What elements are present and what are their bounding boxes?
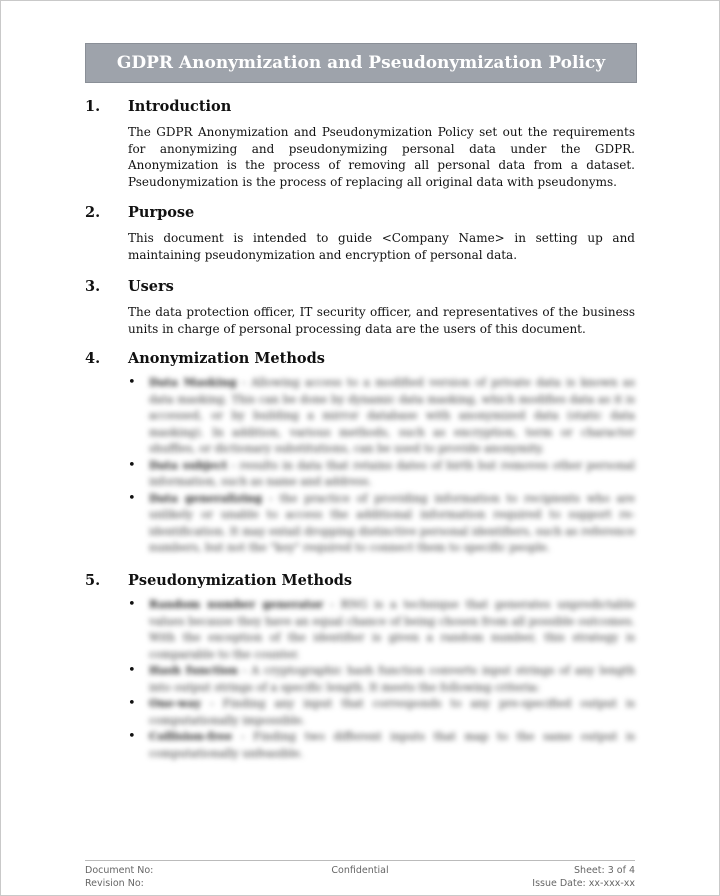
section-number: 5.	[85, 572, 101, 589]
section-number: 1.	[85, 98, 101, 115]
document-title	[85, 43, 637, 83]
bullet-icon: •	[128, 457, 136, 473]
section-number: 2.	[85, 204, 101, 221]
section-body: The data protection officer, IT security officer, and representatives of the business units in charge of personal processing data are the users of this document.	[128, 305, 635, 336]
section-number: 4.	[85, 350, 101, 367]
bullet-icon: •	[128, 490, 136, 506]
section-body: The GDPR Anonymization and Pseudonymization Policy set out the requirements for anonymizing and pseudonymizing personal data under the GDPR. Anonymization is the process of removing all personal data from a dataset. Pseudonymization is the process of replacing all original data with pseudonyms.	[128, 125, 635, 189]
document-number-label: Document No:	[85, 865, 154, 876]
section-users	[85, 278, 635, 337]
section-title: Introduction	[128, 98, 232, 115]
bullet-icon: •	[128, 696, 136, 711]
sheet-number: Sheet: 3 of 4	[574, 865, 635, 876]
section-title: Users	[128, 278, 174, 295]
list-item	[128, 729, 635, 762]
bullet-icon: •	[128, 663, 136, 678]
list-item	[128, 491, 635, 557]
document-title-text: GDPR Anonymization and Pseudonymization Policy	[116, 53, 606, 73]
confidential-label: Confidential	[331, 865, 389, 876]
section-heading	[85, 572, 635, 589]
bullet-list	[128, 597, 635, 762]
issue-date: Issue Date: xx-xxx-xx	[532, 878, 635, 889]
section-introduction	[85, 98, 635, 190]
section-heading	[85, 278, 635, 295]
section-title: Anonymization Methods	[128, 350, 325, 367]
section-pseudonymization-methods	[85, 572, 635, 762]
blurred-text: One-way - Finding any input that corresponds to any pre-specified output is computationally impossible.	[149, 697, 635, 727]
bullet-icon: •	[128, 729, 136, 744]
revision-number-label: Revision No:	[85, 878, 144, 889]
blurred-text: Hash function - A cryptographic hash function converts input strings of any length into output strings of a specific length. It meets the following criteria:	[149, 664, 636, 694]
section-heading	[85, 350, 635, 367]
section-heading	[85, 98, 635, 115]
blurred-text: Data generalizing - the practice of providing information to recipients who are unlikely or unable to access the additional information required to support re-identification. It may entail dropping distinctive personal identifiers, such as reference numbers, but not the "key" required to connect them to specific people.	[149, 491, 635, 554]
section-heading	[85, 204, 635, 221]
blurred-text: Random number generator - RNG is a technique that generates unpredictable values because they have an equal chance of being chosen from all possible outcomes. With the exception of the identifier is given a random number, this strategy is comparable to the counter.	[149, 598, 635, 661]
blurred-text: Data Masking - Allowing access to a modified version of private data is known as data masking. This can be done by dynamic data masking, which modifies data as it is accessed, or by building a mirror database with anonymized data (static data masking). In addition, various methods, such as encryption, term or character shuffles, or dictionary substitutions, can be used to provide anonymity.	[149, 376, 636, 455]
list-item	[128, 375, 635, 458]
section-anonymization-methods	[85, 350, 635, 557]
blurred-text: Collision-free - Finding two different inputs that map to the same output is computationally unfeasible.	[149, 730, 635, 760]
section-title: Pseudonymization Methods	[128, 572, 353, 589]
section-title: Purpose	[128, 204, 195, 221]
list-item	[128, 458, 635, 491]
bullet-icon: •	[128, 375, 136, 390]
section-number: 3.	[85, 278, 101, 295]
list-item	[128, 597, 635, 663]
section-body: This document is intended to guide <Company Name> in setting up and maintaining pseudonymization and encryption of personal data.	[128, 231, 635, 262]
list-item	[128, 663, 635, 696]
bullet-list	[128, 375, 635, 557]
blurred-text: Data subject - results in data that retains dates of birth but removes other personal information, such as name and address.	[149, 458, 635, 488]
bullet-icon: •	[128, 597, 136, 612]
list-item	[128, 696, 635, 729]
page-footer	[85, 860, 635, 890]
section-purpose	[85, 204, 635, 263]
